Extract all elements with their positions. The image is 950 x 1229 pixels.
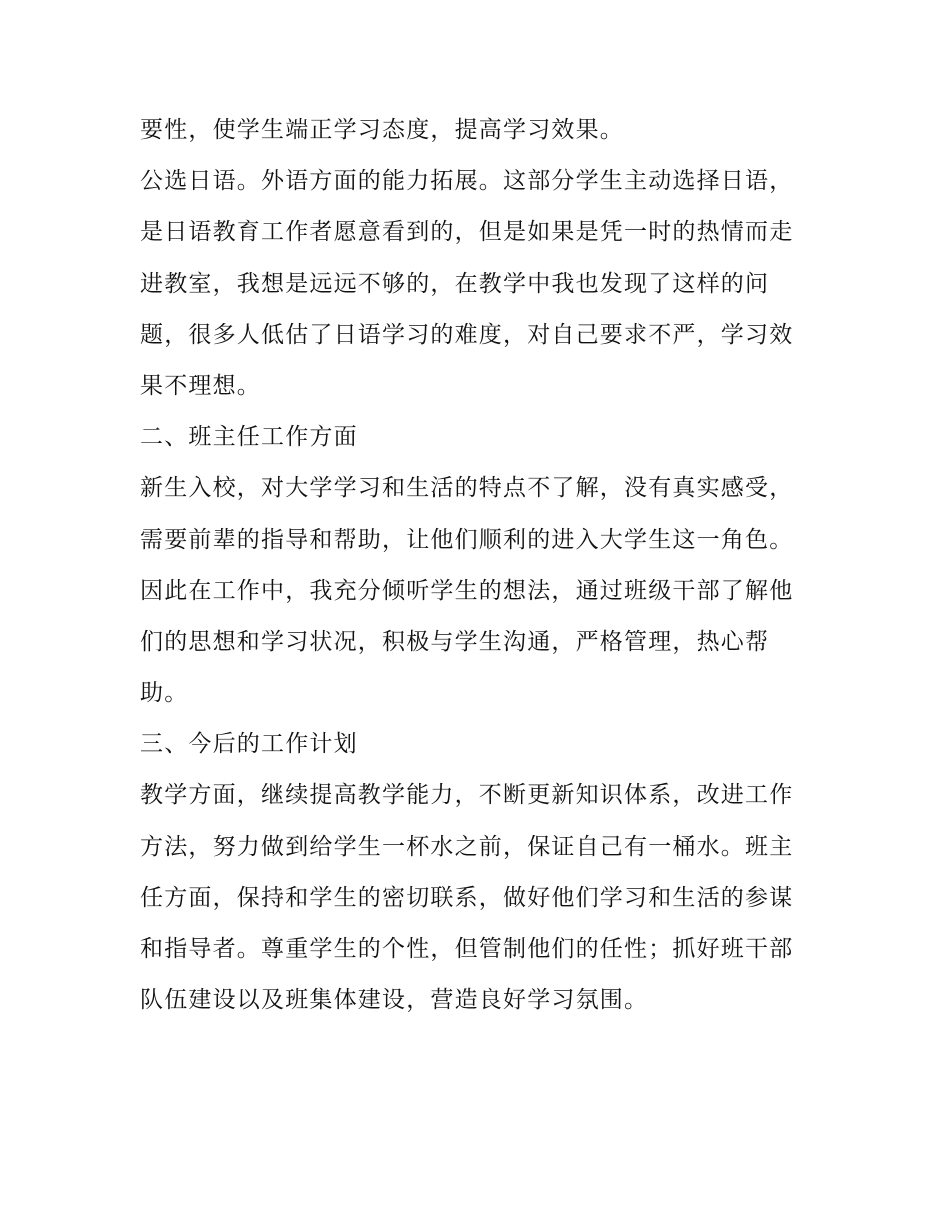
text-line-4: 进教室，我想是远远不够的，在教学中我也发现了这样的问 [140, 270, 770, 297]
text-line-10: 因此在工作中，我充分倾听学生的想法，通过班级干部了解他 [140, 577, 794, 604]
text-line-15: 方法，努力做到给学生一杯水之前，保证自己有一桶水。班主 [140, 833, 794, 860]
text-line-9: 需要前辈的指导和帮助，让他们顺利的进入大学生这一角色。 [140, 526, 794, 553]
text-line-18: 队伍建设以及班集体建设，营造良好学习氛围。 [140, 987, 649, 1014]
text-line-12: 助。 [140, 680, 189, 707]
text-line-11: 们的思想和学习状况，积极与学生沟通，严格管理，热心帮 [140, 628, 770, 655]
section-heading-2: 二、班主任工作方面 [140, 424, 358, 451]
section-heading-3: 三、今后的工作计划 [140, 731, 358, 758]
text-line-3: 是日语教育工作者愿意看到的，但是如果是凭一时的热情而走 [140, 219, 794, 246]
text-line-2: 公选日语。外语方面的能力拓展。这部分学生主动选择日语， [140, 168, 794, 195]
text-line-1: 要性，使学生端正学习态度，提高学习效果。 [140, 117, 624, 143]
text-line-5: 题，很多人低估了日语学习的难度，对自己要求不严，学习效 [140, 321, 794, 348]
text-line-8: 新生入校，对大学学习和生活的特点不了解，没有真实感受， [140, 475, 794, 502]
text-line-14: 教学方面，继续提高教学能力，不断更新知识体系，改进工作 [140, 782, 794, 809]
document-body [140, 108, 820, 1029]
text-line-16: 任方面，保持和学生的密切联系，做好他们学习和生活的参谋 [140, 884, 794, 911]
text-line-6: 果不理想。 [140, 372, 261, 399]
text-line-17: 和指导者。尊重学生的个性，但管制他们的任性；抓好班干部 [140, 936, 794, 962]
